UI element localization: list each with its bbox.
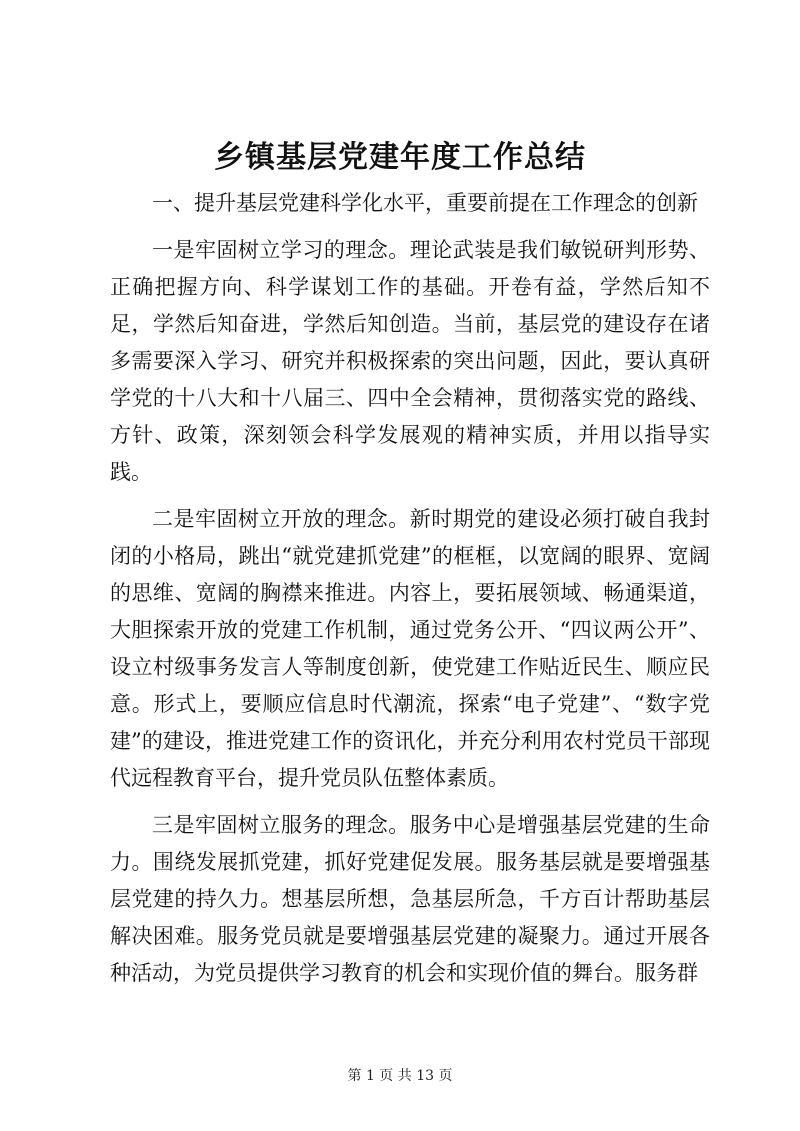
document-title: 乡镇基层党建年度工作总结 — [214, 140, 586, 175]
paragraph-openness: 二是牢固树立开放的理念。新时期党的建设必须打破自我封闭的小格局，跳出“就党建抓党建”的框框，以宽阔的眼界、宽阔的思维、宽阔的胸襟来推进。内容上，要拓展领域、畅通渠道，大胆探索开放的党建工作机制，通过党务公开、“四议两公开”、设立村级事务发言人等制度创新，使党建工作贴近民生、顺应民意。形式上，要顺应信息时代潮流，探索“电子党建”、“数字党建”的建设，推进党建工作的资讯化，并充分利用农村党员干部现代远程教育平台，提升党员队伍整体素质。 — [110, 507, 710, 790]
page-number-footer: 第 1 页 共 13 页 — [347, 1068, 453, 1084]
paragraph-service: 三是牢固树立服务的理念。服务中心是增强基层党建的生命力。围绕发展抓党建，抓好党建促发展。服务基层就是要增强基层党建的持久力。想基层所想，急基层所急，千方百计帮助基层解决困难。服务党员就是要增强基层党建的凝聚力。通过开展各种活动，为党员提供学习教育的机会和实现价值的舞台。服务群 — [110, 813, 710, 985]
paragraph-learning: 一是牢固树立学习的理念。理论武装是我们敏锐研判形势、正确把握方向、科学谋划工作的基础。开卷有益，学然后知不足，学然后知奋进，学然后知创造。当前，基层党的建设存在诸多需要深入学习、研究并积极探索的突出问题，因此，要认真研学党的十八大和十八届三、四中全会精神，贯彻落实党的路线、方针、政策，深刻领会科学发展观的精神实质，并用以指导实践。 — [110, 238, 710, 484]
section-heading: 一、提升基层党建科学化水平，重要前提在工作理念的创新 — [152, 191, 698, 215]
document-body — [110, 185, 710, 1002]
